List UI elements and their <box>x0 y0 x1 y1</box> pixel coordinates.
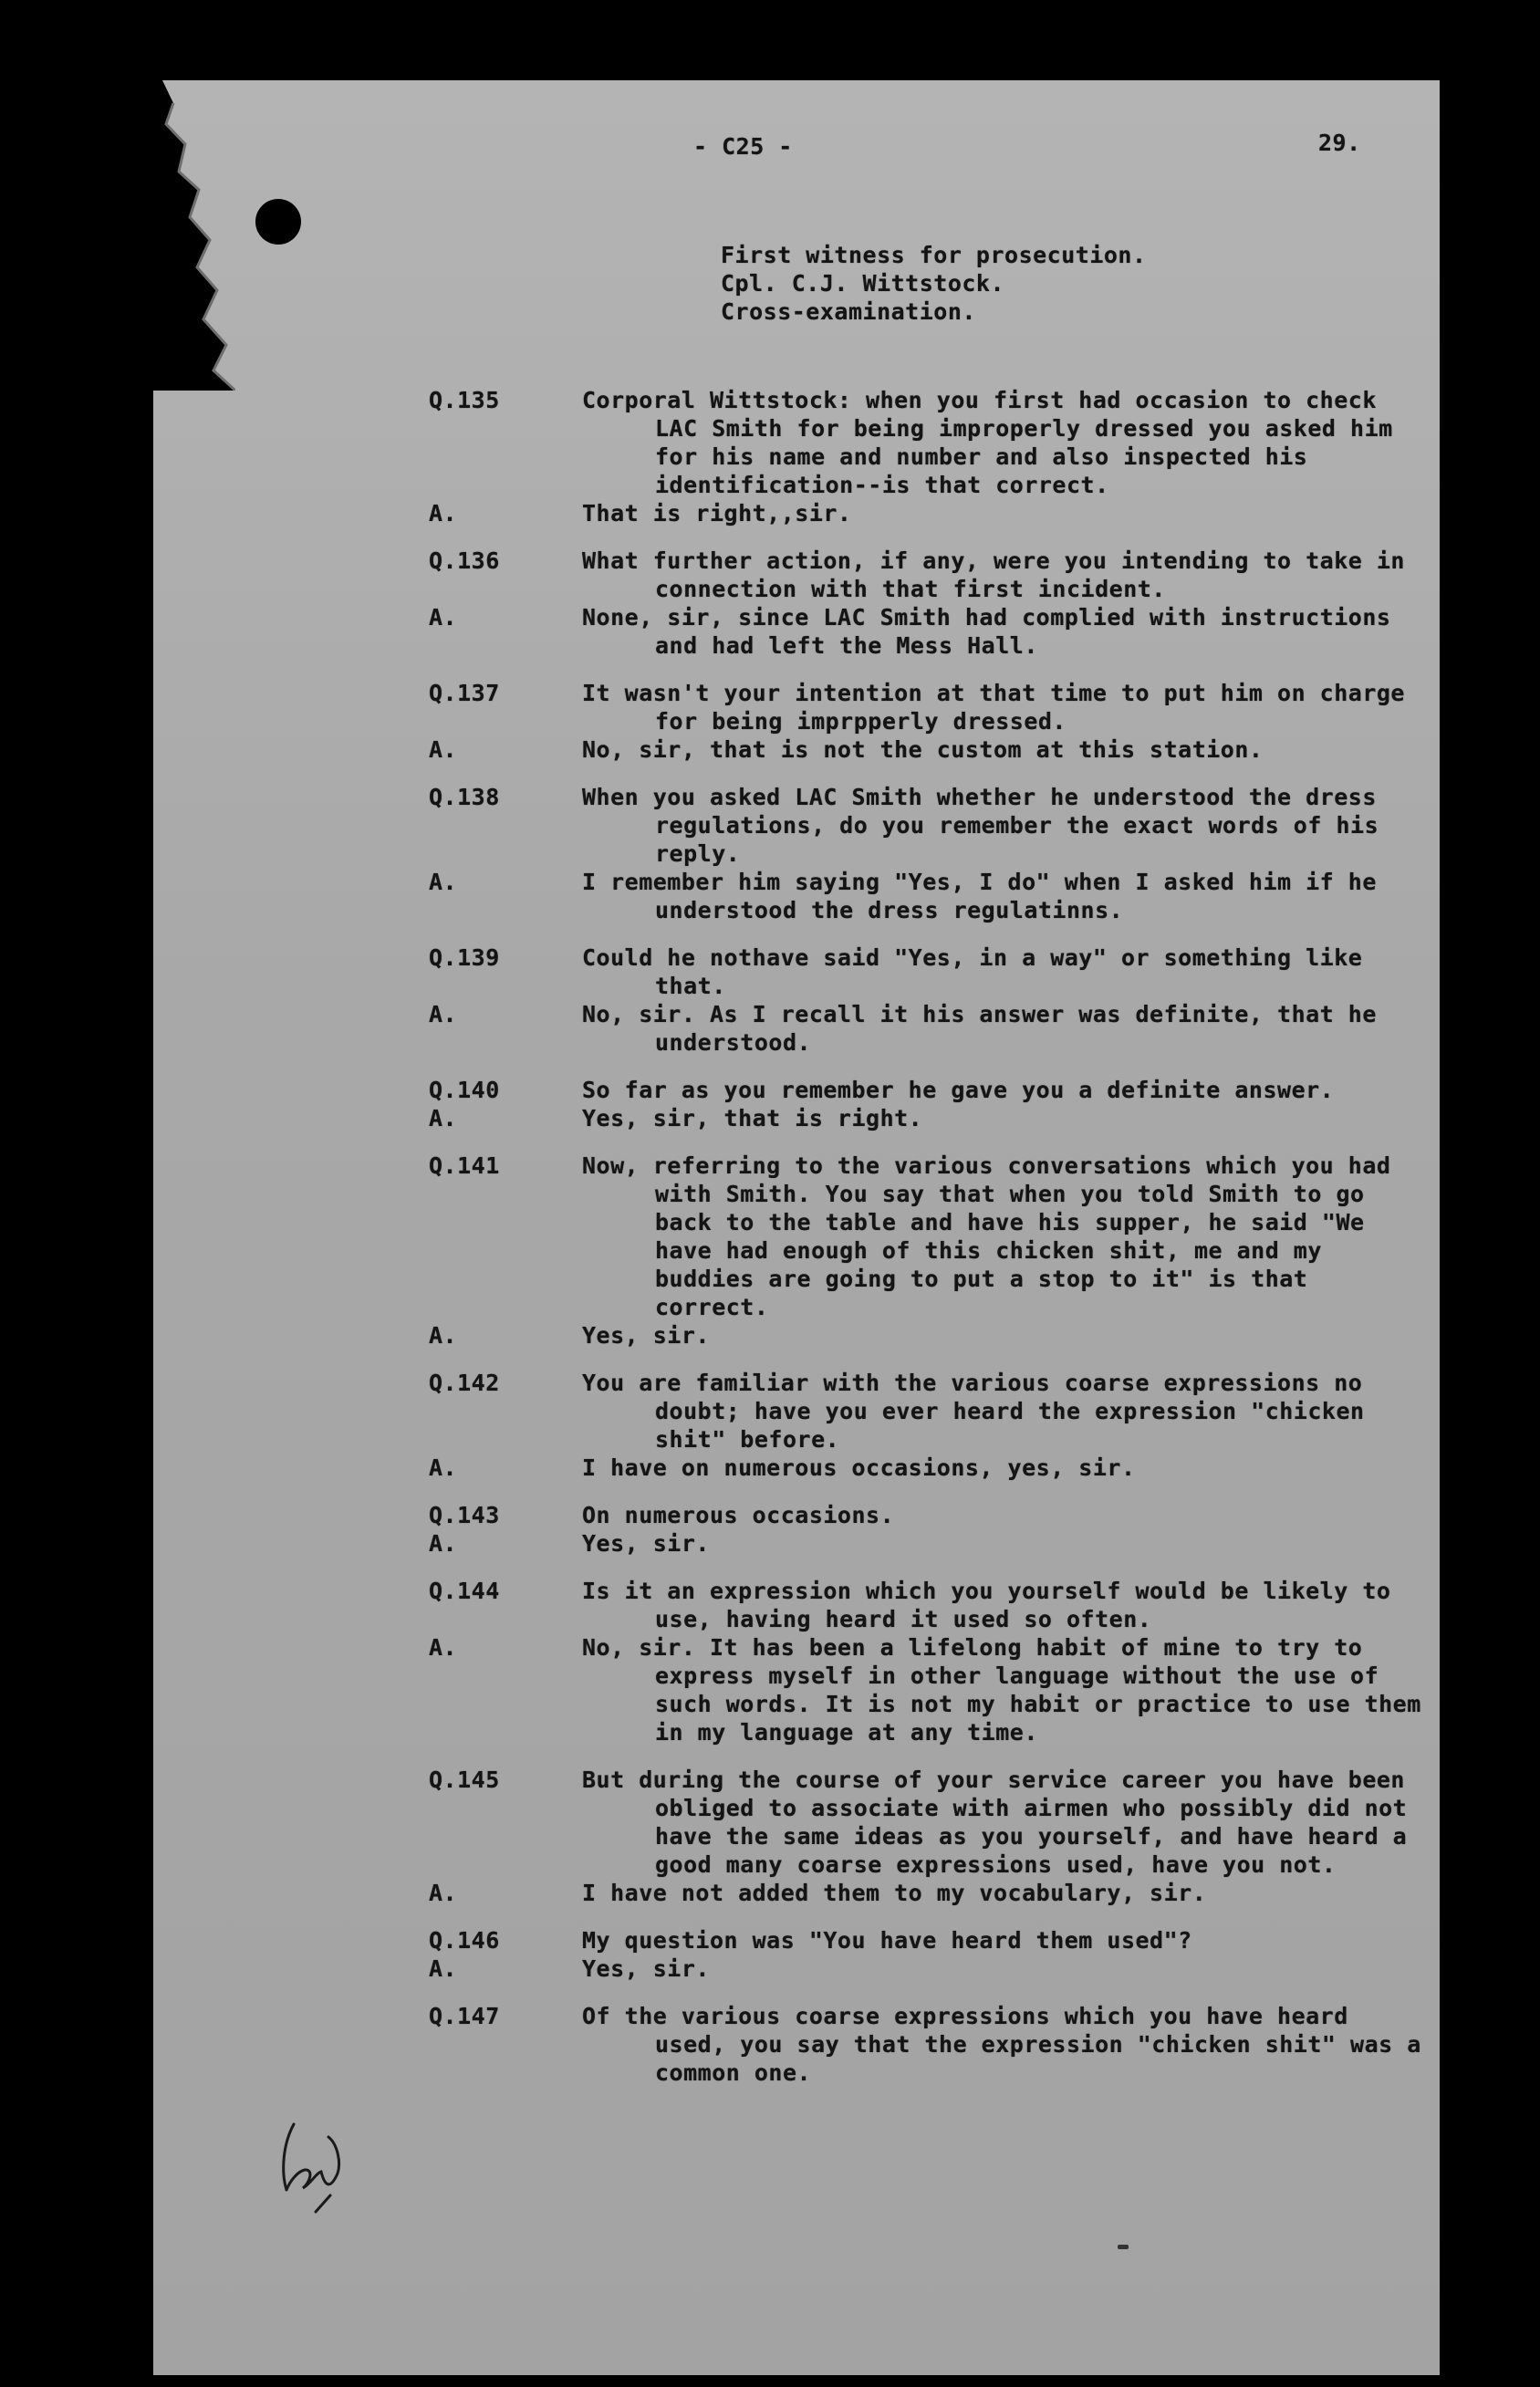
answer-text: Yes, sir. <box>582 1955 710 1982</box>
answer-label: A. <box>429 500 458 526</box>
question-text: My question was "You have heard them used"? <box>582 1927 1192 1954</box>
answer-row <box>429 1000 1432 1057</box>
answer-label: A. <box>429 1530 458 1557</box>
question-row <box>429 679 1432 735</box>
question-text: Of the various coarse expressions which you have heard used, you say that the expression "chicken shit" was a common one. <box>582 2003 1421 2086</box>
qa-item-145 <box>429 1766 1432 1907</box>
answer-row <box>429 1529 1432 1558</box>
answer-row <box>429 603 1432 660</box>
title-line-1: First witness for prosecution. <box>721 242 1147 268</box>
question-text: On numerous occasions. <box>582 1502 895 1528</box>
question-text: Could he nothave said "Yes, in a way" or something like that. <box>582 944 1363 999</box>
qa-list <box>429 386 1432 2106</box>
answer-text: Yes, sir. <box>582 1322 710 1349</box>
answer-label: A. <box>429 1322 458 1349</box>
qa-item-144 <box>429 1577 1432 1746</box>
question-text: Now, referring to the various conversations which you had with Smith. You say that when you told Smith to go back to the table and have his supper, he said "We have had enough of this chicken shit, me and my buddies are going to put a stop to it" is that correct. <box>582 1152 1391 1320</box>
question-row <box>429 1369 1432 1454</box>
qa-item-138 <box>429 783 1432 924</box>
answer-row <box>429 1954 1432 1983</box>
question-row <box>429 1926 1432 1954</box>
question-text: Corporal Wittstock: when you first had occasion to check LAC Smith for being improperly dressed you asked him for his name and number and also inspected his identification--is that correct. <box>582 387 1393 498</box>
answer-label: A. <box>429 1454 458 1481</box>
qa-item-140 <box>429 1076 1432 1132</box>
answer-row <box>429 1879 1432 1907</box>
question-text: What further action, if any, were you intending to take in connection with that first incident. <box>582 547 1405 602</box>
answer-text: Yes, sir. <box>582 1530 710 1557</box>
title-line-2: Cpl. C.J. Wittstock. <box>721 270 1005 297</box>
title-block <box>721 241 1147 326</box>
question-number: Q.147 <box>429 2003 500 2029</box>
question-number: Q.135 <box>429 387 500 413</box>
question-text: So far as you remember he gave you a definite answer. <box>582 1077 1335 1103</box>
question-text: When you asked LAC Smith whether he understood the dress regulations, do you remember the exact words of his reply. <box>582 784 1379 867</box>
answer-row <box>429 1454 1432 1482</box>
question-text: It wasn't your intention at that time to put him on charge for being imprpperly dressed. <box>582 680 1405 735</box>
answer-row <box>429 1104 1432 1132</box>
qa-item-137 <box>429 679 1432 764</box>
page-header: - C25 - <box>693 133 793 160</box>
question-text: You are familiar with the various coarse expressions no doubt; have you ever heard the expression "chicken shit" before. <box>582 1370 1365 1453</box>
answer-row <box>429 1321 1432 1350</box>
qa-item-143 <box>429 1501 1432 1558</box>
question-number: Q.146 <box>429 1927 500 1954</box>
answer-label: A. <box>429 1955 458 1982</box>
question-number: Q.145 <box>429 1767 500 1793</box>
handwritten-initials <box>274 2117 356 2217</box>
question-row <box>429 1766 1432 1879</box>
qa-item-139 <box>429 943 1432 1057</box>
answer-text: I remember him saying "Yes, I do" when I asked him if he understood the dress regulatinns. <box>582 869 1377 923</box>
answer-text: None, sir, since LAC Smith had complied with instructions and had left the Mess Hall. <box>582 604 1391 659</box>
question-row <box>429 943 1432 1000</box>
answer-text: No, sir. As I recall it his answer was definite, that he understood. <box>582 1001 1377 1056</box>
question-row <box>429 1577 1432 1633</box>
qa-item-146 <box>429 1926 1432 1983</box>
stray-ink-mark <box>1118 2245 1129 2249</box>
answer-text: That is right,,sir. <box>582 500 852 526</box>
answer-text: Yes, sir, that is right. <box>582 1105 923 1131</box>
answer-label: A. <box>429 1001 458 1027</box>
question-text: Is it an expression which you yourself would be likely to use, having heard it used so often. <box>582 1578 1391 1632</box>
punch-hole <box>255 199 301 245</box>
answer-text: No, sir. It has been a lifelong habit of mine to try to express myself in other language without the use of such words. It is not my habit or practice to use them in my language at any time. <box>582 1634 1421 1746</box>
question-number: Q.139 <box>429 944 500 971</box>
question-number: Q.136 <box>429 547 500 574</box>
page-number: 29. <box>1318 130 1361 156</box>
question-row <box>429 547 1432 603</box>
question-text: But during the course of your service career you have been obliged to associate with airmen who possibly did not have the same ideas as you yourself, and have heard a good many coarse expressions used, have you not. <box>582 1767 1408 1878</box>
answer-row <box>429 1633 1432 1746</box>
question-number: Q.141 <box>429 1152 500 1179</box>
answer-label: A. <box>429 1634 458 1661</box>
qa-item-141 <box>429 1152 1432 1350</box>
qa-item-142 <box>429 1369 1432 1482</box>
question-row <box>429 783 1432 868</box>
question-number: Q.142 <box>429 1370 500 1396</box>
question-number: Q.138 <box>429 784 500 810</box>
question-row <box>429 1076 1432 1104</box>
qa-item-136 <box>429 547 1432 660</box>
answer-text: I have not added them to my vocabulary, sir. <box>582 1880 1207 1906</box>
title-line-3: Cross-examination. <box>721 298 976 325</box>
question-number: Q.144 <box>429 1578 500 1604</box>
question-row <box>429 1501 1432 1529</box>
qa-item-135 <box>429 386 1432 527</box>
answer-label: A. <box>429 604 458 631</box>
question-number: Q.143 <box>429 1502 500 1528</box>
answer-text: No, sir, that is not the custom at this station. <box>582 736 1264 763</box>
question-row <box>429 2002 1432 2087</box>
answer-label: A. <box>429 1880 458 1906</box>
question-row <box>429 1152 1432 1321</box>
question-row <box>429 386 1432 499</box>
answer-label: A. <box>429 736 458 763</box>
answer-row <box>429 868 1432 924</box>
answer-label: A. <box>429 869 458 895</box>
answer-label: A. <box>429 1105 458 1131</box>
qa-item-147 <box>429 2002 1432 2087</box>
answer-row <box>429 735 1432 764</box>
answer-text: I have on numerous occasions, yes, sir. <box>582 1454 1136 1481</box>
question-number: Q.140 <box>429 1077 500 1103</box>
question-number: Q.137 <box>429 680 500 706</box>
answer-row <box>429 499 1432 527</box>
